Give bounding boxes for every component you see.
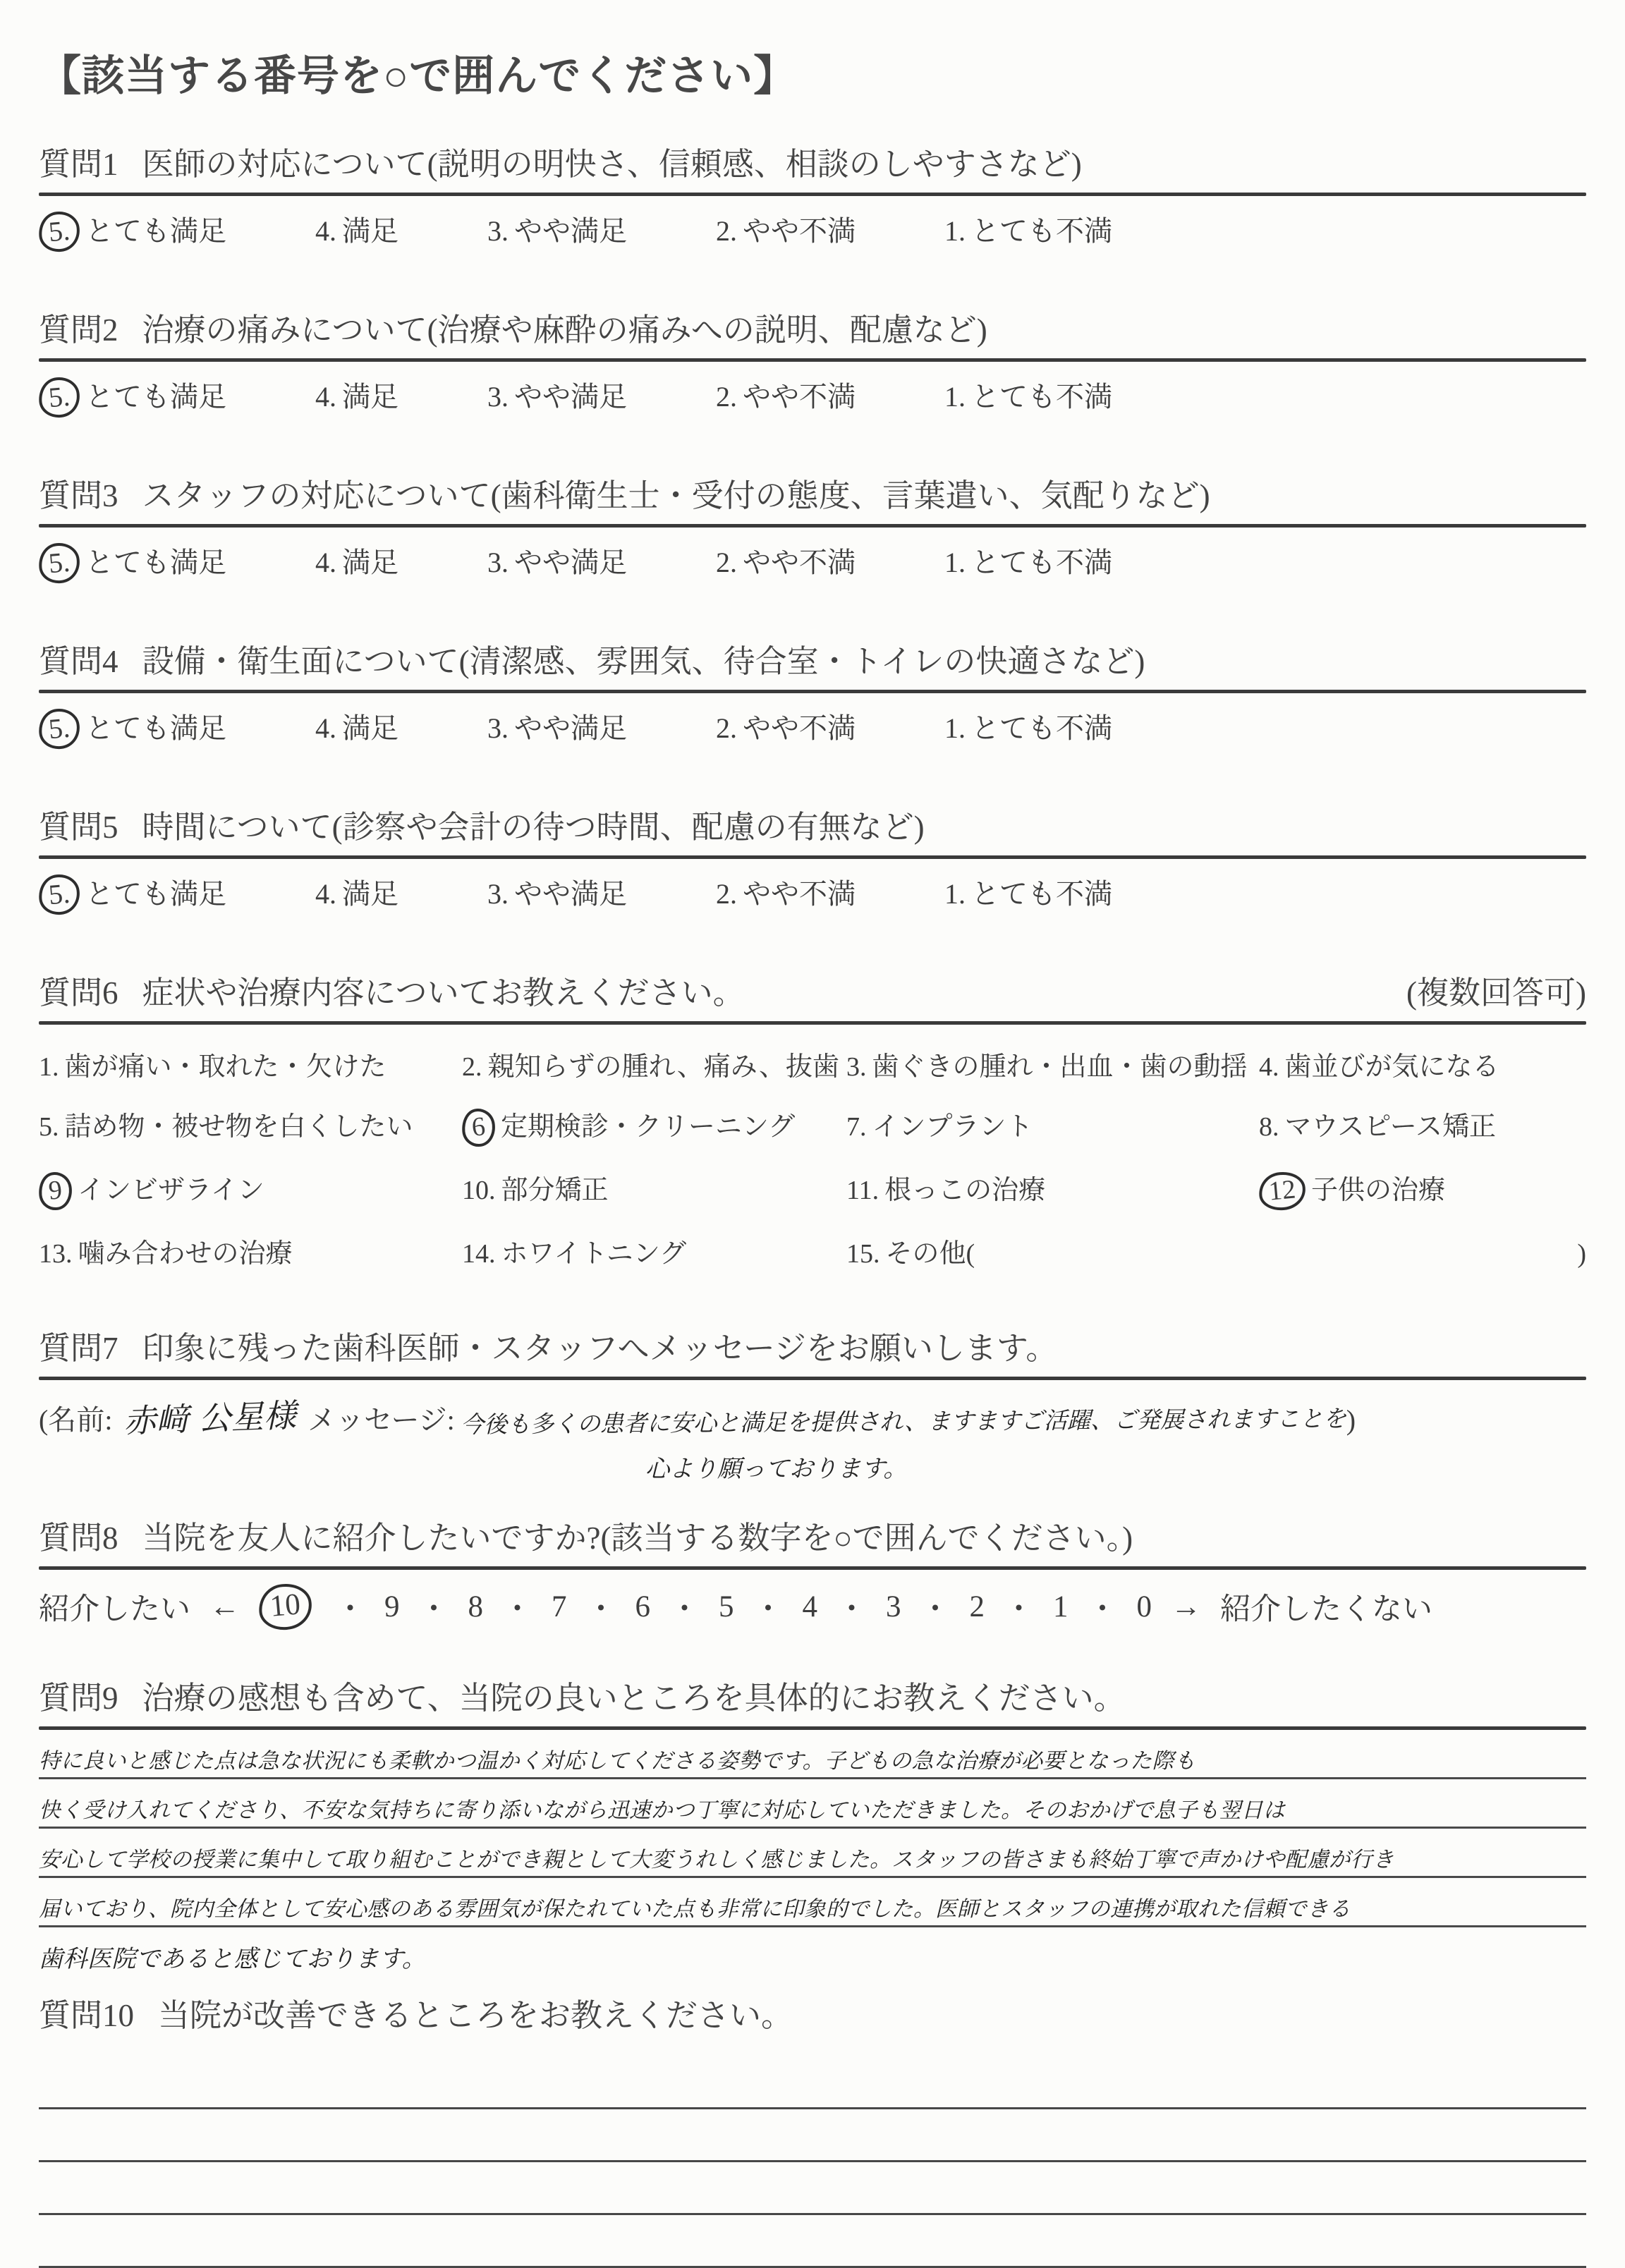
circled-answer-mark: 5.	[37, 542, 82, 585]
handwritten-message-line2: 心より願っております。	[645, 1455, 908, 1483]
scale-number-3: 3	[886, 1590, 901, 1623]
option-1	[944, 540, 1112, 583]
option-number: 4.	[1259, 1052, 1279, 1082]
option-label: やや不満	[743, 712, 856, 744]
symptom-option-7	[846, 1104, 1259, 1147]
symptom-option-2	[462, 1044, 846, 1083]
divider-line	[39, 1566, 1586, 1570]
option-number: 1.	[944, 712, 966, 744]
question-text: スタッフの対応について(歯科衛生士・受付の態度、言葉遣い、気配りなど)	[142, 478, 1210, 513]
option-label: 詰め物・被せ物を白くしたい	[64, 1112, 413, 1142]
scale-left-label: 紹介したい	[39, 1593, 190, 1626]
option-number: 1.	[944, 547, 966, 578]
divider-line	[39, 193, 1586, 196]
circled-answer-mark: 5.	[37, 707, 82, 751]
question-9-block	[39, 1672, 1586, 1985]
question-text: 治療の痛みについて(治療や麻酔の痛みへの説明、配慮など)	[142, 312, 987, 348]
question-number: 質問7	[39, 1331, 118, 1366]
option-3	[487, 374, 627, 417]
symptom-option-12-circled	[1259, 1168, 1586, 1210]
symptom-options-grid	[39, 1044, 1586, 1270]
option-number: 11.	[846, 1176, 880, 1205]
option-label: 親知らずの腫れ、痛み、抜歯	[487, 1052, 840, 1082]
option-label: やや不満	[743, 381, 856, 413]
question-4-options	[39, 706, 1586, 749]
question-text: 設備・衛生面について(清潔感、雰囲気、待合室・トイレの快適さなど)	[142, 644, 1145, 679]
option-label: 歯並びが気になる	[1284, 1052, 1499, 1082]
option-label: 歯ぐきの腫れ・出血・歯の動揺	[872, 1052, 1248, 1082]
circled-answer-mark: 12	[1258, 1170, 1307, 1212]
answer-ruled-line	[39, 1779, 1586, 1829]
question-number: 質問6	[39, 975, 118, 1011]
empty-answer-area	[39, 2056, 1586, 2268]
option-number: 3.	[846, 1052, 867, 1082]
message-label: メッセージ:	[308, 1404, 455, 1436]
question-2-heading	[39, 304, 1586, 350]
question-10-block	[39, 1989, 1586, 2268]
dot-separator: ・	[1087, 1593, 1118, 1626]
question-5-heading	[39, 801, 1586, 847]
question-3-options	[39, 540, 1586, 583]
answer-overflow-line	[39, 1927, 1586, 1985]
option-number: 1.	[39, 1052, 59, 1082]
scale-number-5: 5	[719, 1590, 734, 1623]
name-message-line	[39, 1393, 1586, 1439]
question-text: 治療の感想も含めて、当院の良いところを具体的にお教えください。	[142, 1681, 1126, 1716]
option-label: やや満足	[514, 547, 627, 578]
option-label: 満足	[342, 547, 398, 578]
option-label: 満足	[342, 381, 398, 413]
option-2	[716, 540, 856, 583]
close-paren: )	[1346, 1404, 1356, 1436]
option-label: 満足	[342, 878, 398, 910]
option-label: ホワイトニング	[501, 1239, 687, 1269]
option-3	[487, 706, 627, 749]
option-number: 3.	[487, 381, 509, 413]
option-label: 定期検診・クリーニング	[501, 1112, 796, 1142]
question-6-block	[39, 967, 1586, 1270]
option-3	[487, 872, 627, 915]
question-1-options	[39, 209, 1586, 252]
option-1	[944, 706, 1112, 749]
option-label: とても不満	[971, 215, 1112, 247]
empty-ruled-line	[39, 2215, 1586, 2268]
question-8-block	[39, 1512, 1586, 1630]
option-4	[315, 540, 398, 583]
option-number: 4.	[315, 878, 336, 910]
question-8-heading	[39, 1512, 1586, 1558]
option-label: とても満足	[85, 381, 226, 413]
circled-answer-mark: 5.	[37, 376, 82, 420]
option-label: とても不満	[971, 878, 1112, 910]
option-label: やや満足	[514, 712, 627, 744]
scale-number-7: 7	[552, 1590, 567, 1623]
scale-number-2: 2	[969, 1590, 985, 1623]
scale-number-4: 4	[802, 1590, 817, 1623]
dot-separator: ・	[585, 1593, 616, 1626]
symptom-option-5	[39, 1104, 462, 1147]
handwritten-answer-line2: 快く受け入れてくださり、不安な気持ちに寄り添いながら迅速かつ丁寧に対応していただきました。そのおかげで息子も翌日は	[39, 1798, 1285, 1823]
scale-number-6: 6	[635, 1590, 650, 1623]
question-text: 時間について(診察や会計の待つ時間、配慮の有無など)	[142, 810, 925, 845]
option-number: 2.	[716, 547, 737, 578]
option-label: やや満足	[514, 215, 627, 247]
question-1-block	[39, 138, 1586, 252]
option-number: 14.	[462, 1239, 496, 1269]
option-number: 8.	[1259, 1112, 1279, 1142]
question-7-block	[39, 1322, 1586, 1484]
option-number: 4.	[315, 712, 336, 744]
option-label: 満足	[342, 712, 398, 744]
question-3-heading	[39, 470, 1586, 516]
option-number: 2.	[716, 712, 737, 744]
answer-ruled-line	[39, 1829, 1586, 1878]
option-label: とても満足	[85, 547, 226, 578]
scale-number-9: 9	[384, 1590, 400, 1623]
question-7-heading	[39, 1322, 1586, 1368]
symptom-option-13	[39, 1231, 462, 1270]
option-2	[716, 374, 856, 417]
question-1-heading	[39, 138, 1586, 184]
option-label: 部分矯正	[501, 1176, 609, 1205]
dot-separator: ・	[502, 1593, 532, 1626]
symptom-option-6-circled	[462, 1104, 846, 1147]
empty-ruled-line	[39, 2056, 1586, 2109]
option-number: 1.	[944, 215, 966, 247]
right-arrow: →	[1171, 1590, 1201, 1623]
option-4	[315, 374, 398, 417]
scale-number-0: 0	[1136, 1590, 1152, 1623]
question-number: 質問9	[39, 1681, 118, 1716]
option-label: とても不満	[971, 547, 1112, 578]
handwritten-answer-line4: 届いており、院内全体として安心感のある雰囲気が保たれていた点も非常に印象的でした。医師とスタッフの連携が取れた信頼できる	[39, 1897, 1351, 1922]
option-1	[944, 374, 1112, 417]
symptom-option-14	[462, 1231, 846, 1270]
question-number: 質問4	[39, 644, 118, 679]
question-2-block	[39, 304, 1586, 417]
circled-answer-mark: 9	[37, 1171, 74, 1212]
dot-separator: ・	[335, 1593, 365, 1626]
option-label: とても不満	[971, 381, 1112, 413]
option-label: その他(	[885, 1239, 975, 1269]
option-number: 3.	[487, 547, 509, 578]
option-5-circled	[39, 374, 226, 417]
scale-number-8: 8	[468, 1590, 483, 1623]
option-number: 1.	[944, 878, 966, 910]
symptom-option-11	[846, 1168, 1259, 1210]
option-number: 2.	[462, 1052, 482, 1082]
empty-ruled-line	[39, 2162, 1586, 2215]
option-label: やや不満	[743, 547, 856, 578]
divider-line	[39, 690, 1586, 693]
multi-answer-note: (複数回答可)	[1406, 975, 1586, 1011]
question-number: 質問1	[39, 147, 118, 182]
option-label: やや満足	[514, 878, 627, 910]
option-label: やや不満	[743, 878, 856, 910]
question-text: 医師の対応について(説明の明快さ、信頼感、相談のしやすさなど)	[142, 147, 1082, 182]
option-number: 1.	[944, 381, 966, 413]
divider-line	[39, 1377, 1586, 1380]
question-number: 質問3	[39, 478, 118, 513]
symptom-option-10	[462, 1168, 846, 1210]
question-number: 質問10	[39, 1998, 135, 2033]
option-number: 4.	[315, 381, 336, 413]
option-4	[315, 872, 398, 915]
option-label: インビザライン	[78, 1176, 264, 1205]
question-3-block	[39, 470, 1586, 583]
option-label: やや不満	[743, 215, 856, 247]
option-4	[315, 209, 398, 252]
circled-answer-mark: 6	[461, 1107, 497, 1148]
option-4	[315, 706, 398, 749]
option-number: 3.	[487, 712, 509, 744]
option-number: 3.	[487, 878, 509, 910]
dot-separator: ・	[669, 1593, 700, 1626]
symptom-option-9-circled	[39, 1168, 462, 1210]
option-1	[944, 209, 1112, 252]
option-2	[716, 706, 856, 749]
option-label: とても満足	[85, 712, 226, 744]
question-4-heading	[39, 635, 1586, 681]
option-number: 4.	[315, 547, 336, 578]
option-1	[944, 872, 1112, 915]
option-label: とても満足	[85, 878, 226, 910]
dot-separator: ・	[920, 1593, 951, 1626]
circled-answer-mark: 5.	[37, 873, 82, 917]
option-label: 噛み合わせの治療	[78, 1239, 293, 1269]
option-2	[716, 209, 856, 252]
circled-answer-mark: 5.	[37, 210, 82, 254]
question-number: 質問8	[39, 1520, 118, 1556]
divider-line	[39, 855, 1586, 859]
option-5-circled	[39, 540, 226, 583]
question-2-options	[39, 374, 1586, 417]
option-2	[716, 872, 856, 915]
scale-number-1: 1	[1053, 1590, 1069, 1623]
symptom-option-15-other	[846, 1231, 1586, 1270]
option-label: 子供の治療	[1311, 1176, 1446, 1205]
option-label: とても不満	[971, 712, 1112, 744]
option-number: 5.	[39, 1112, 59, 1142]
dot-separator: ・	[1004, 1593, 1034, 1626]
question-text: 当院が改善できるところをお教えください。	[158, 1998, 793, 2033]
close-paren: )	[1577, 1239, 1586, 1269]
symptom-option-1	[39, 1044, 462, 1083]
divider-line	[39, 358, 1586, 362]
option-5-circled	[39, 209, 226, 252]
dot-separator: ・	[418, 1593, 449, 1626]
divider-line	[39, 524, 1586, 528]
symptom-option-3	[846, 1044, 1259, 1083]
question-10-heading	[39, 1989, 1586, 2035]
option-label: インプラント	[872, 1112, 1033, 1142]
question-text: 症状や治療内容についてお教えください。	[142, 975, 745, 1011]
question-number: 質問2	[39, 312, 118, 348]
option-number: 15.	[846, 1239, 880, 1269]
option-number: 7.	[846, 1112, 867, 1142]
nps-scale-row	[39, 1584, 1586, 1630]
symptom-option-4	[1259, 1044, 1586, 1083]
option-number: 4.	[315, 215, 336, 247]
question-9-heading	[39, 1672, 1586, 1718]
question-5-options	[39, 872, 1586, 915]
option-label: 歯が痛い・取れた・欠けた	[64, 1052, 387, 1082]
handwritten-message-line1: 今後も多くの患者に安心と満足を提供され、ますますご活躍、ご発展されますことを	[460, 1404, 1346, 1439]
handwritten-name: 赤﨑 公星様	[123, 1396, 298, 1441]
question-4-block	[39, 635, 1586, 749]
question-6-heading	[39, 967, 1586, 1013]
scale-right-label: 紹介したくない	[1220, 1593, 1432, 1626]
handwritten-answer-line5: 歯科医院であると感じております。	[39, 1944, 427, 1973]
page-title: 【該当する番号を○で囲んでください】	[39, 53, 797, 99]
option-3	[487, 540, 627, 583]
circled-answer-mark: 10	[257, 1582, 313, 1632]
symptom-option-8	[1259, 1104, 1586, 1147]
dot-separator: ・	[836, 1593, 867, 1626]
handwritten-answer-line3: 安心して学校の授業に集中して取り組むことができ親として大変うれしく感じました。スタッフの皆さまも終始丁寧で声かけや配慮が行き	[39, 1848, 1394, 1872]
name-label: (名前:	[39, 1404, 113, 1436]
left-arrow: ←	[209, 1590, 240, 1623]
handwritten-answer-line1: 特に良いと感じた点は急な状況にも柔軟かつ温かく対応してくださる姿勢です。子どもの急な治療が必要となった際も	[39, 1749, 1196, 1774]
question-text: 当院を友人に紹介したいですか?(該当する数字を○で囲んでください。)	[142, 1520, 1133, 1556]
answer-ruled-line	[39, 1878, 1586, 1927]
option-number: 2.	[716, 215, 737, 247]
option-label: やや満足	[514, 381, 627, 413]
option-label: とても満足	[85, 215, 226, 247]
question-5-block	[39, 801, 1586, 915]
option-number: 10.	[462, 1176, 496, 1205]
option-label: 満足	[342, 215, 398, 247]
empty-ruled-line	[39, 2109, 1586, 2162]
dot-separator: ・	[753, 1593, 784, 1626]
option-label: マウスピース矯正	[1284, 1112, 1496, 1142]
option-label: 根っこの治療	[884, 1176, 1046, 1205]
question-number: 質問5	[39, 810, 118, 845]
option-number: 2.	[716, 878, 737, 910]
option-3	[487, 209, 627, 252]
question-text: 印象に残った歯科医師・スタッフへメッセージをお願いします。	[142, 1331, 1058, 1366]
option-5-circled	[39, 706, 226, 749]
answer-ruled-line	[39, 1730, 1586, 1779]
divider-line	[39, 1021, 1586, 1025]
option-number: 13.	[39, 1239, 73, 1269]
option-number: 3.	[487, 215, 509, 247]
option-5-circled	[39, 872, 226, 915]
option-number: 2.	[716, 381, 737, 413]
